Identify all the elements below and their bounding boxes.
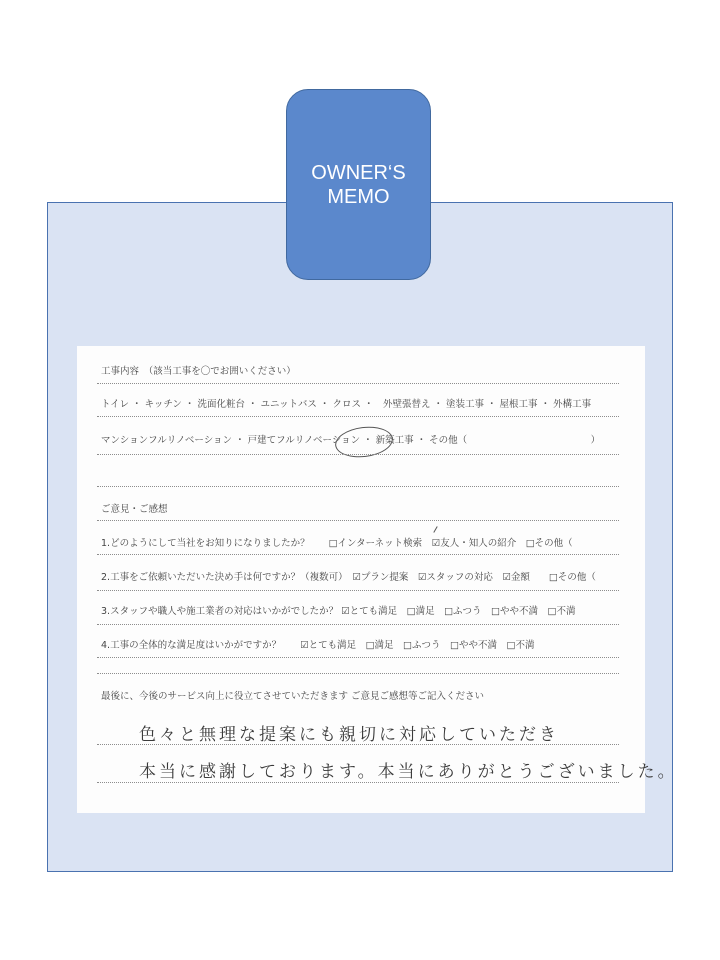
comment-prompt: 最後に、今後のサービス向上に役立てさせていただきます ご意見ご感想等ご記入ください bbox=[101, 691, 485, 702]
work-section-header: 工事内容 （該当工事を〇でお囲いください） bbox=[101, 366, 296, 377]
divider bbox=[97, 744, 619, 745]
work-options-row1: トイレ ・ キッチン ・ 洗面化粧台 ・ ユニットバス ・ クロス ・ 外壁張替え ・ 塗装工事 ・ 屋根工事 ・ 外構工事 bbox=[101, 399, 592, 410]
divider bbox=[97, 416, 619, 417]
divider bbox=[97, 624, 619, 625]
opinion-section-header: ご意見・ご感想 bbox=[101, 504, 168, 515]
question-4: 4.工事の全体的な満足度はいかがですか？ ☑とても満足 □満足 □ふつう □やや不満 □不満 bbox=[101, 640, 535, 651]
divider bbox=[97, 657, 619, 658]
divider bbox=[97, 590, 619, 591]
divider bbox=[97, 383, 619, 384]
divider bbox=[97, 486, 619, 487]
handwritten-comment-line1: 色々と無理な提案にも親切に対応していただき bbox=[139, 725, 559, 745]
divider bbox=[97, 673, 619, 674]
owners-memo-badge bbox=[286, 89, 431, 280]
handwritten-comment-line2: 本当に感謝しております。本当にありがとうございました。 bbox=[139, 762, 678, 782]
pen-check-mark bbox=[433, 526, 437, 533]
question-1: 1.どのようにして当社をお知りになりましたか？ □インターネット検索 ☑友人・知人の紹介 □その他（ bbox=[101, 538, 573, 549]
badge-title-line2: MEMO bbox=[327, 185, 390, 208]
question-3: 3.スタッフや職人や施工業者の対応はいかがでしたか？ ☑とても満足 □満足 □ふつう □やや不満 □不満 bbox=[101, 606, 576, 617]
question-2: 2.工事をご依頼いただいた決め手は何ですか？（複数可） ☑プラン提案 ☑スタッフの対応 ☑金額 □その他（ bbox=[101, 572, 596, 583]
badge-title-line1: OWNER‘S bbox=[311, 161, 406, 184]
divider bbox=[97, 520, 619, 521]
questionnaire-form bbox=[77, 346, 678, 813]
divider bbox=[97, 554, 619, 555]
divider bbox=[97, 782, 619, 783]
divider bbox=[97, 454, 619, 455]
work-options-row2: マンションフルリノベーション ・ 戸建てフルリノベーション ・ 新築工事 ・ その他（ ） bbox=[101, 435, 601, 446]
